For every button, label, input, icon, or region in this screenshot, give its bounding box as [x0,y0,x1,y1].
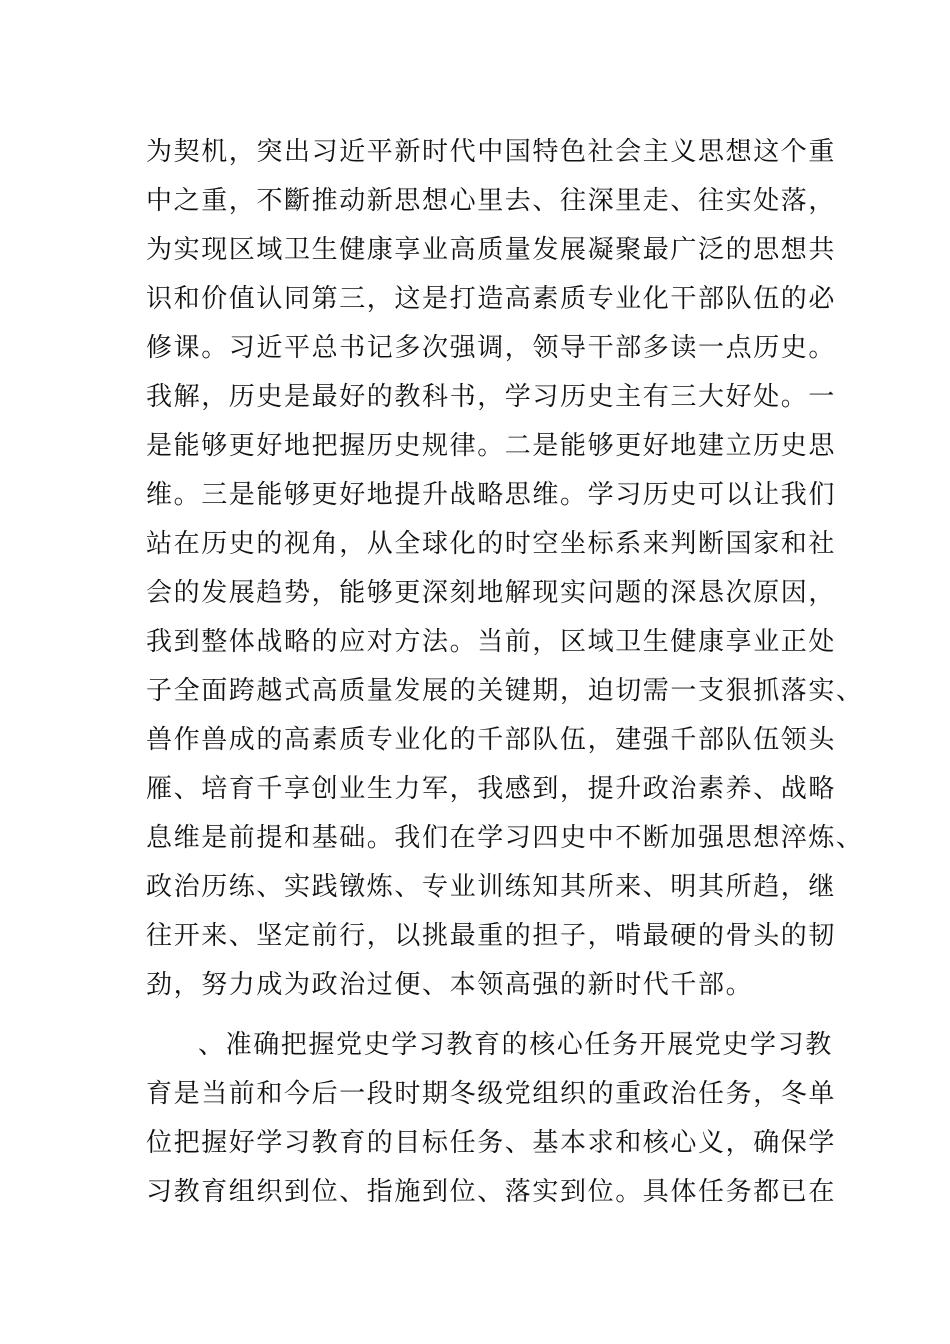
text-line-16: 政治历练、实践镦炼、专业训练知其所来、明其所趋，继 [146,872,837,902]
text-line-21: 位把握好学习教育的目标任务、基本求和核心义，确保学 [146,1128,837,1158]
text-line-8: 维。三是能够更好地提升战略思维。学习历史可以让我们 [146,480,837,510]
text-line-14: 雁、培育千享创业生力军，我感到，提升政治素养、战略 [146,774,837,804]
text-line-11: 我到整体战略的应对方法。当前，区域卫生健康享业正处 [146,627,837,657]
text-line-1: 为契机，突出习近平新时代中国特色社会主义思想这个重 [146,137,837,167]
text-line-22: 习教育组织到位、指施到位、落实到位。具体任务都已在 [146,1177,837,1207]
text-line-4: 识和价值认同第三，这是打造高素质专业化干部队伍的必 [146,284,837,314]
text-line-9: 站在历史的视角，从全球化的时空坐标系来判断国家和社 [146,529,837,559]
text-line-2: 中之重，不斷推动新思想心里去、往深里走、往实处落， [146,186,837,216]
text-line-20: 育是当前和今后一段时期冬级党组织的重政治任务，冬单 [146,1079,837,1109]
text-line-7: 是能够更好地把握历史规律。二是能够更好地建立历史思 [146,431,837,461]
text-line-5: 修课。习近平总书记多次强调，领导干部多读一点历史。 [146,333,837,363]
text-line-19: 、准确把握党史学习教育的核心任务开展党史学习教 [198,1030,833,1060]
text-line-13: 兽作兽成的高素质专业化的千部队伍，建强千部队伍领头 [146,725,837,755]
text-line-17: 往开来、坚定前行，以挑最重的担子，啃最硬的骨头的韧 [146,921,837,951]
text-line-12: 子全面跨越式高质量发展的关键期，迫切需一支狠抓落实、 [146,676,864,706]
text-line-10: 会的发展趋势，能够更深刻地解现实问题的深恳次原因， [146,578,837,608]
text-line-15: 息维是前提和基础。我们在学习四史中不断加强思想淬炼、 [146,823,864,853]
text-line-18: 劲，努力成为政治过便、本领高强的新时代千部。 [146,970,754,1000]
text-line-3: 为实现区域卫生健康享业高质量发展凝聚最广泛的思想共 [146,235,837,265]
text-line-6: 我解，历史是最好的教科书，学习历史主有三大好处。一 [146,382,837,412]
